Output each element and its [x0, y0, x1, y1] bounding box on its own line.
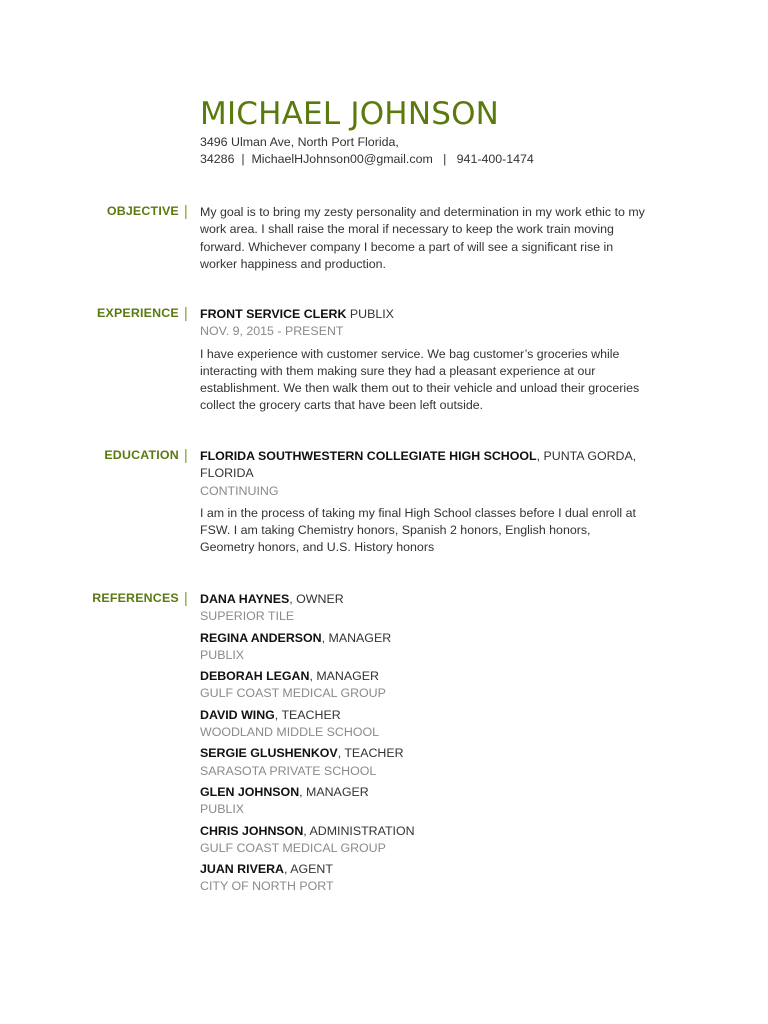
reference-name: REGINA ANDERSON: [200, 630, 322, 645]
reference-item: [200, 861, 645, 896]
job-company: PUBLIX: [349, 307, 394, 321]
reference-name: SERGIE GLUSHENKOV: [200, 746, 338, 761]
job-description: I have experience with customer service. We bag customer’s groceries while interacting with them making sure they had a pleasant experience at our establishment. We then walk them out to their vehicle and unload their groceries collect the grocery carts that have been left outside.: [200, 346, 640, 413]
zip-code: 34286: [200, 152, 235, 166]
school-name: FLORIDA SOUTHWESTERN COLLEGIATE HIGH SCHOOL: [200, 449, 537, 463]
candidate-name: MICHAEL JOHNSON: [200, 96, 500, 132]
objective-heading: OBJECTIVE |: [106, 203, 188, 220]
education-status: CONTINUING: [200, 483, 279, 498]
reference-role: , MANAGER: [299, 784, 369, 799]
section-divider: |: [183, 305, 188, 322]
reference-item: [200, 591, 645, 626]
reference-org: SUPERIOR TILE: [200, 609, 295, 624]
reference-name: DEBORAH LEGAN: [200, 669, 310, 684]
reference-org: GULF COAST MEDICAL GROUP: [200, 840, 386, 855]
contact-info: [200, 134, 534, 168]
section-divider: |: [183, 590, 188, 607]
reference-org: PUBLIX: [200, 647, 245, 662]
references-heading: REFERENCES |: [92, 590, 188, 607]
reference-role: , TEACHER: [274, 707, 341, 722]
reference-role: , TEACHER: [337, 746, 404, 761]
reference-org: WOODLAND MIDDLE SCHOOL: [200, 725, 379, 740]
reference-item: [200, 668, 645, 703]
reference-item: [200, 630, 645, 665]
reference-role: , MANAGER: [321, 630, 392, 645]
education-entry: [200, 448, 645, 557]
contact-separator: |: [443, 152, 447, 166]
reference-org: GULF COAST MEDICAL GROUP: [200, 686, 386, 701]
education-heading: EDUCATION |: [104, 447, 188, 464]
section-divider: |: [183, 447, 188, 464]
contact-separator: |: [241, 152, 245, 166]
reference-item: [200, 784, 645, 819]
reference-name: DANA HAYNES: [200, 592, 290, 606]
reference-item: [200, 707, 645, 742]
address-line: 3496 Ulman Ave, North Port Florida,: [200, 135, 399, 149]
email-address: MichaelHJohnson00@gmail.com: [251, 152, 433, 166]
job-title-line: [200, 306, 645, 323]
reference-org: SARASOTA PRIVATE SCHOOL: [200, 763, 377, 778]
objective-text: My goal is to bring my zesty personality and determination in my work ethic to my work area. I shall raise the moral if necessary to keep the work train moving forward. Whichever company I become a part of will see a significant rise in worker happiness and production.: [200, 205, 645, 271]
job-dates: NOV. 9, 2015 - PRESENT: [200, 324, 344, 339]
reference-org: PUBLIX: [200, 802, 245, 817]
phone-number: 941-400-1474: [456, 152, 534, 166]
reference-name: JUAN RIVERA: [200, 862, 284, 877]
reference-name: DAVID WING: [200, 707, 275, 722]
reference-role: , AGENT: [284, 862, 333, 877]
reference-role: , OWNER: [289, 592, 344, 606]
reference-name: GLEN JOHNSON: [200, 784, 300, 799]
reference-item: [200, 823, 645, 858]
reference-item: [200, 745, 645, 780]
reference-org: CITY OF NORTH PORT: [200, 879, 334, 894]
job-title: FRONT SERVICE CLERK: [200, 307, 347, 321]
school-line: [200, 448, 645, 483]
section-divider: |: [183, 203, 188, 220]
experience-heading: EXPERIENCE |: [97, 305, 188, 322]
experience-entry: [200, 306, 645, 415]
school-location: , PUNTA GORDA, FLORIDA: [200, 449, 637, 481]
contact-line: [200, 151, 534, 168]
reference-name: CHRIS JOHNSON: [200, 823, 304, 838]
education-description: I am in the process of taking my final High School classes before I dual enroll at FSW. I am taking Chemistry honors, Spanish 2 honors, English honors, Geometry honors, and U.S. History honors: [200, 505, 636, 555]
references-list: [200, 591, 645, 900]
reference-role: , ADMINISTRATION: [303, 823, 415, 838]
reference-role: , MANAGER: [309, 669, 379, 684]
